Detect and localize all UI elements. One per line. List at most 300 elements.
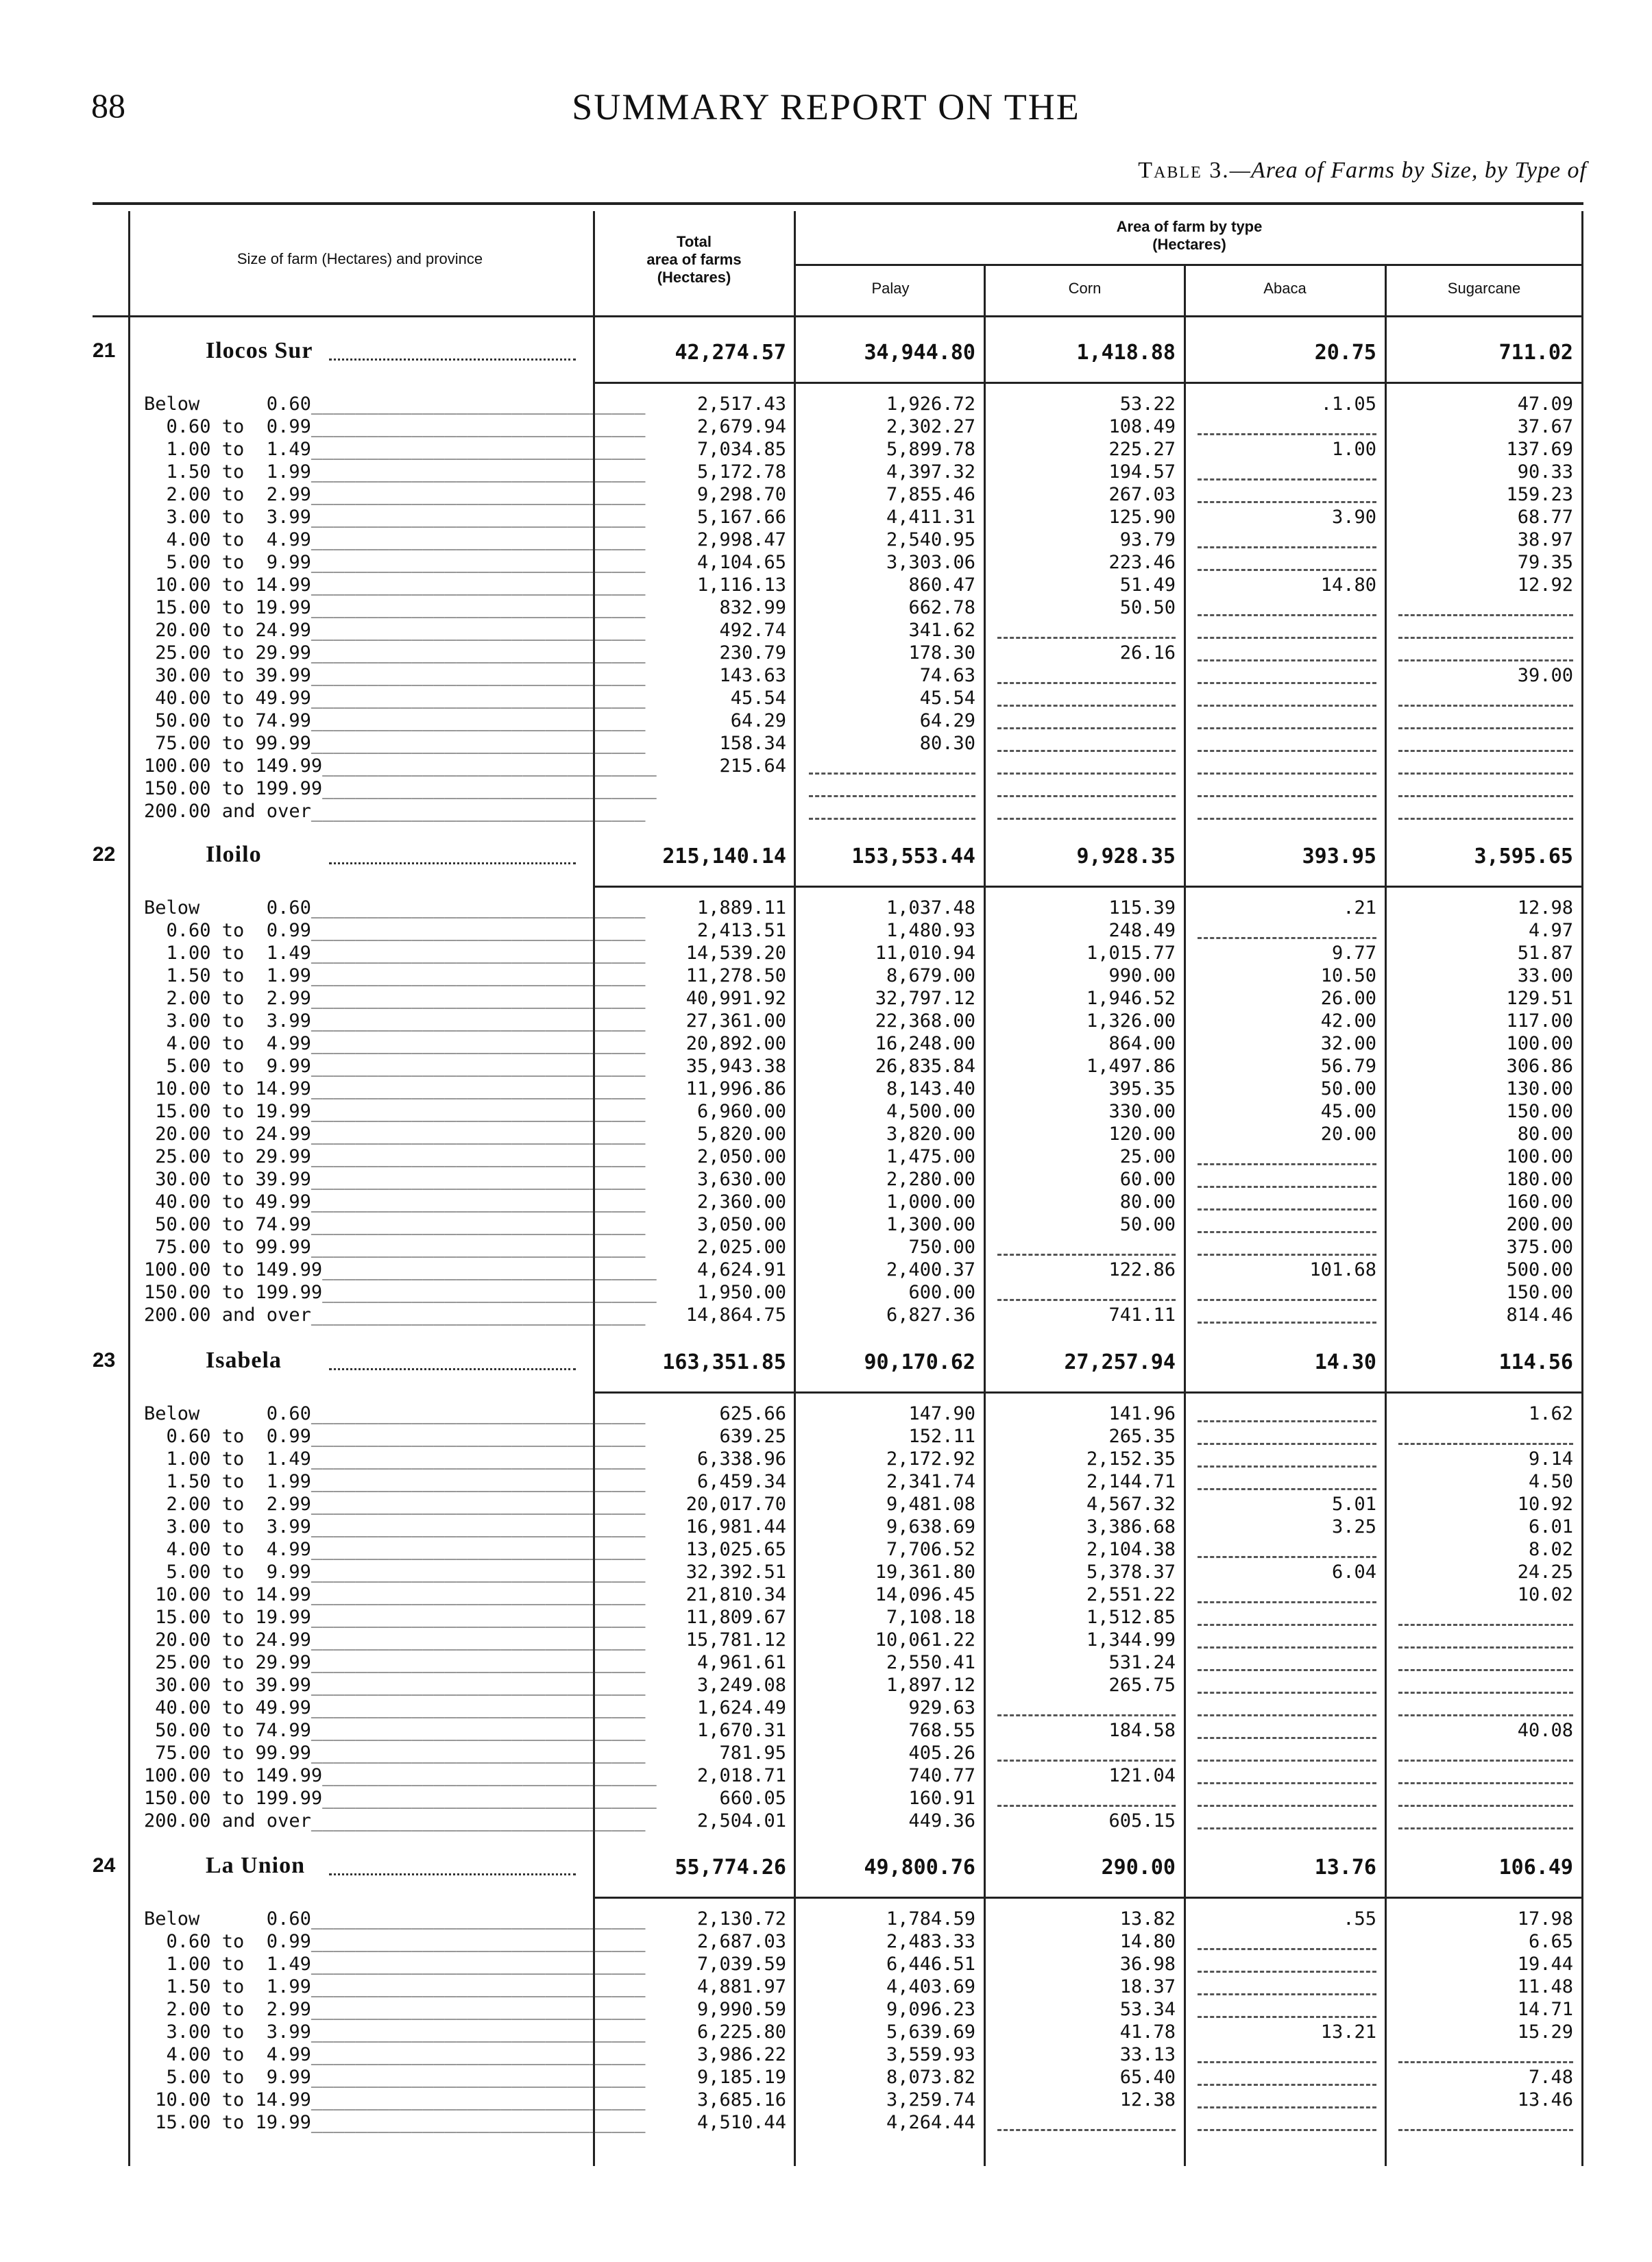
size-class-label [144, 461, 646, 483]
province-section [93, 339, 1583, 825]
cell-value: 2,360.00 [696, 1191, 786, 1213]
cell-value: 90.33 [1517, 461, 1573, 483]
cell-value: 3,820.00 [886, 1123, 975, 1145]
cell-value: 80.00 [1517, 1123, 1573, 1145]
cell-value: 6.04 [1331, 1561, 1376, 1583]
header-abaca: Abaca [1263, 280, 1307, 297]
cell-value: 1,326.00 [1086, 1010, 1176, 1032]
size-class-text: 1.50 to 1.99 [144, 1976, 311, 1997]
size-class-label [144, 2066, 646, 2089]
table-row [93, 1470, 1583, 1493]
size-class-text: 200.00 and over [144, 801, 311, 822]
size-class-label [144, 1696, 646, 1719]
empty-cell-dash [997, 637, 1176, 639]
empty-cell-dash [997, 1760, 1176, 1762]
empty-cell-dash [1198, 682, 1376, 684]
table-row [93, 2089, 1583, 2111]
cell-value: 781.95 [719, 1742, 786, 1764]
size-class-label [144, 574, 646, 596]
size-class-text: 1.50 to 1.99 [144, 1471, 311, 1492]
cell-value: 3,050.00 [696, 1214, 786, 1235]
size-class-text: 2.00 to 2.99 [144, 484, 311, 505]
table-row [93, 1258, 1583, 1281]
empty-cell-dash [1198, 1322, 1376, 1324]
empty-cell-dash [1198, 937, 1376, 939]
leader-dots: ______________________________ [311, 942, 646, 964]
cell-value: 1,015.77 [1086, 942, 1176, 964]
cell-value: 215.64 [719, 755, 786, 777]
cell-value: 3,559.93 [886, 2044, 975, 2065]
table-row [93, 1100, 1583, 1123]
table-row [93, 461, 1583, 483]
cell-value: 375.00 [1506, 1237, 1573, 1258]
empty-cell-dash [1198, 1714, 1376, 1716]
cell-value: 1,950.00 [696, 1282, 786, 1303]
leader-dots: ______________________________ [322, 1788, 657, 1809]
size-class-label [144, 619, 646, 642]
leader-dots [329, 1368, 576, 1370]
cell-value: 13.82 [1119, 1908, 1176, 1930]
cell-value: 4,961.61 [696, 1652, 786, 1673]
cell-value: 3,386.68 [1086, 1516, 1176, 1537]
province-total-value: 27,257.94 [1064, 1350, 1176, 1374]
cell-value: 6.65 [1528, 1931, 1573, 1952]
empty-cell-dash [809, 773, 975, 775]
section-rule [593, 382, 1583, 384]
leader-dots: ______________________________ [311, 1675, 646, 1696]
cell-value: 40,991.92 [685, 988, 786, 1009]
leader-dots: ______________________________ [311, 620, 646, 641]
cell-value: 6,225.80 [696, 2021, 786, 2043]
table-row [93, 1538, 1583, 1561]
cell-value: 53.22 [1119, 393, 1176, 415]
cell-value: 4,264.44 [886, 2112, 975, 2133]
size-class-label [144, 1583, 646, 1606]
cell-value: 184.58 [1108, 1720, 1176, 1741]
leader-dots: ______________________________ [311, 733, 646, 754]
leader-dots: ______________________________ [311, 416, 646, 437]
table-row [93, 1304, 1583, 1326]
size-class-label [144, 506, 646, 528]
size-class-label [144, 777, 657, 800]
size-class-text: 1.50 to 1.99 [144, 461, 311, 483]
cell-value: 2,341.74 [886, 1471, 975, 1492]
size-class-label [144, 1629, 646, 1651]
cell-value: 13,025.65 [685, 1539, 786, 1560]
size-class-label [144, 732, 646, 755]
cell-value: 16,981.44 [685, 1516, 786, 1537]
size-class-text: 30.00 to 39.99 [144, 665, 311, 686]
province-name: Isabela [206, 1348, 282, 1373]
empty-cell-dash [1198, 2061, 1376, 2063]
table-row [93, 987, 1583, 1010]
size-class-text: Below 0.60 [144, 1403, 311, 1424]
size-class-text: 4.00 to 4.99 [144, 2044, 311, 2065]
table-row [93, 1953, 1583, 1975]
leader-dots: ______________________________ [311, 642, 646, 664]
leader-dots [329, 862, 576, 864]
empty-cell-dash [1398, 1646, 1573, 1649]
leader-dots: ______________________________ [311, 897, 646, 919]
empty-cell-dash [1198, 1805, 1376, 1807]
size-class-label [144, 1953, 646, 1975]
province-name: Iloilo [206, 842, 262, 867]
size-class-text: 25.00 to 29.99 [144, 1652, 311, 1673]
table-row [93, 2043, 1583, 2066]
province-total-value: 3,595.65 [1474, 844, 1573, 868]
province-number: 22 [93, 843, 116, 866]
size-class-label [144, 438, 646, 461]
empty-cell-dash [1198, 1948, 1376, 1950]
cell-value: 14.71 [1517, 1999, 1573, 2020]
cell-value: 9,481.08 [886, 1494, 975, 1515]
cell-value: 39.00 [1517, 665, 1573, 686]
empty-cell-dash [1198, 750, 1376, 752]
header-palay: Palay [871, 280, 910, 297]
cell-value: .55 [1343, 1908, 1376, 1930]
size-class-text: 3.00 to 3.99 [144, 1010, 311, 1032]
empty-cell-dash [1198, 2129, 1376, 2131]
cell-value: 14.80 [1320, 574, 1376, 596]
leader-dots: ______________________________ [311, 1471, 646, 1492]
cell-value: 56.79 [1320, 1056, 1376, 1077]
empty-cell-dash [1198, 1488, 1376, 1490]
cell-value: 14,096.45 [875, 1584, 975, 1605]
leader-dots: ______________________________ [311, 710, 646, 731]
cell-value: 14,539.20 [685, 942, 786, 964]
table-row [93, 1561, 1583, 1583]
table-row [93, 528, 1583, 551]
leader-dots: ______________________________ [311, 1214, 646, 1235]
empty-cell-dash [1198, 1208, 1376, 1211]
province-total-value: 153,553.44 [851, 844, 975, 868]
cell-value: 750.00 [908, 1237, 975, 1258]
cell-value: 32.00 [1320, 1033, 1376, 1054]
cell-value: 100.00 [1506, 1146, 1573, 1167]
empty-cell-dash [1198, 2016, 1376, 2018]
empty-cell-dash [997, 818, 1176, 820]
table-row [93, 1787, 1583, 1810]
header-rule [93, 315, 1583, 317]
cell-value: 9,298.70 [696, 484, 786, 505]
leader-dots: ______________________________ [311, 529, 646, 550]
size-class-label [144, 987, 646, 1010]
empty-cell-dash [1398, 750, 1573, 752]
empty-cell-dash [1198, 1692, 1376, 1694]
size-class-label [144, 942, 646, 964]
cell-value: 405.26 [908, 1742, 975, 1764]
empty-cell-dash [997, 1714, 1176, 1716]
cell-value: 108.49 [1108, 416, 1176, 437]
leader-dots: ______________________________ [311, 1539, 646, 1560]
empty-cell-dash [1198, 659, 1376, 661]
farm-area-table [93, 199, 1583, 2166]
cell-value: 53.34 [1119, 1999, 1176, 2020]
empty-cell-dash [1398, 1692, 1573, 1694]
table-row [93, 1810, 1583, 1832]
size-class-label [144, 897, 646, 919]
size-class-label [144, 642, 646, 664]
cell-value: 26,835.84 [875, 1056, 975, 1077]
cell-value: 492.74 [719, 620, 786, 641]
empty-cell-dash [1198, 1299, 1376, 1301]
empty-cell-dash [1198, 2084, 1376, 2086]
cell-value: 130.00 [1506, 1078, 1573, 1099]
cell-value: 265.75 [1108, 1675, 1176, 1696]
empty-cell-dash [1198, 1420, 1376, 1422]
cell-value: 814.46 [1506, 1304, 1573, 1326]
header-total-2: area of farms [646, 251, 742, 268]
table-row [93, 1606, 1583, 1629]
empty-cell-dash [1398, 1805, 1573, 1807]
cell-value: 35,943.38 [685, 1056, 786, 1077]
size-class-text: 1.00 to 1.49 [144, 1448, 311, 1470]
cell-value: 51.87 [1517, 942, 1573, 964]
cell-value: 65.40 [1119, 2067, 1176, 2088]
size-class-label [144, 1908, 646, 1930]
size-class-label [144, 1975, 646, 1998]
table-row [93, 1055, 1583, 1078]
size-class-text: 0.60 to 0.99 [144, 1426, 311, 1447]
size-class-text: 20.00 to 24.99 [144, 1629, 311, 1651]
leader-dots: ______________________________ [311, 1976, 646, 1997]
cell-value: 50.00 [1320, 1078, 1376, 1099]
cell-value: 15.29 [1517, 2021, 1573, 2043]
leader-dots: ______________________________ [311, 1561, 646, 1583]
cell-value: 12.98 [1517, 897, 1573, 919]
cell-value: 330.00 [1108, 1101, 1176, 1122]
cell-value: 10.02 [1517, 1584, 1573, 1605]
size-class-label [144, 1258, 657, 1281]
cell-value: 122.86 [1108, 1259, 1176, 1280]
cell-value: 5,820.00 [696, 1123, 786, 1145]
table-row [93, 1078, 1583, 1100]
empty-cell-dash [997, 1254, 1176, 1256]
leader-dots: ______________________________ [311, 1494, 646, 1515]
province-total-value: 20.75 [1314, 341, 1376, 365]
cell-value: 741.11 [1108, 1304, 1176, 1326]
size-class-label [144, 1078, 646, 1100]
table-row [93, 755, 1583, 777]
cell-value: 152.11 [908, 1426, 975, 1447]
cell-value: 45.00 [1320, 1101, 1376, 1122]
cell-value: 1,926.72 [886, 393, 975, 415]
table-row [93, 1493, 1583, 1516]
size-class-text: 1.00 to 1.49 [144, 1954, 311, 1975]
table-row [93, 1032, 1583, 1055]
province-number: 23 [93, 1349, 116, 1372]
cell-value: 2,130.72 [696, 1908, 786, 1930]
cell-value: 40.08 [1517, 1720, 1573, 1741]
cell-value: .21 [1343, 897, 1376, 919]
cell-value: 80.30 [919, 733, 975, 754]
cell-value: 248.49 [1108, 920, 1176, 941]
cell-value: 19,361.80 [875, 1561, 975, 1583]
size-class-label [144, 483, 646, 506]
cell-value: 832.99 [719, 597, 786, 618]
cell-value: 500.00 [1506, 1259, 1573, 1280]
cell-value: 8,143.40 [886, 1078, 975, 1099]
province-number: 21 [93, 339, 116, 362]
empty-cell-dash [1198, 1737, 1376, 1739]
province-section [93, 1349, 1583, 1835]
size-class-label [144, 687, 646, 709]
table-row [93, 1123, 1583, 1145]
table-row [93, 1908, 1583, 1930]
empty-cell-dash [1398, 1443, 1573, 1445]
table-row [93, 942, 1583, 964]
leader-dots: ______________________________ [311, 597, 646, 618]
leader-dots: ______________________________ [311, 665, 646, 686]
size-class-label [144, 1145, 646, 1168]
table-label: Table 3. [1138, 158, 1230, 183]
table-caption [1138, 158, 1587, 184]
size-class-text: 50.00 to 74.99 [144, 710, 311, 731]
size-class-text: 20.00 to 24.99 [144, 1123, 311, 1145]
table-row [93, 1583, 1583, 1606]
cell-value: 600.00 [908, 1282, 975, 1303]
cell-value: 306.86 [1506, 1056, 1573, 1077]
cell-value: 341.62 [908, 620, 975, 641]
cell-value: 141.96 [1108, 1403, 1176, 1424]
cell-value: 79.35 [1517, 552, 1573, 573]
cell-value: 12.38 [1119, 2089, 1176, 2111]
cell-value: 159.23 [1506, 484, 1573, 505]
cell-value: 768.55 [908, 1720, 975, 1741]
leader-dots: ______________________________ [311, 1237, 646, 1258]
size-class-text: 200.00 and over [144, 1810, 311, 1832]
empty-cell-dash [997, 795, 1176, 797]
cell-value: 4,500.00 [886, 1101, 975, 1122]
cell-value: 860.47 [908, 574, 975, 596]
size-class-text: 100.00 to 149.99 [144, 755, 323, 777]
leader-dots: ______________________________ [311, 1931, 646, 1952]
size-class-label [144, 1651, 646, 1674]
cell-value: 990.00 [1108, 965, 1176, 986]
cell-value: 4.97 [1528, 920, 1573, 941]
cell-value: 11,996.86 [685, 1078, 786, 1099]
size-class-text: 200.00 and over [144, 1304, 311, 1326]
empty-cell-dash [1398, 795, 1573, 797]
empty-cell-dash [809, 795, 975, 797]
empty-cell-dash [1198, 1163, 1376, 1165]
cell-value: 50.50 [1119, 597, 1176, 618]
cell-value: 117.00 [1506, 1010, 1573, 1032]
empty-cell-dash [1398, 1827, 1573, 1829]
cell-value: 2,302.27 [886, 416, 975, 437]
cell-value: 80.00 [1119, 1191, 1176, 1213]
table-title: —Area of Farms by Size, by Type of [1229, 158, 1587, 183]
province-total-value: 1,418.88 [1076, 341, 1176, 365]
empty-cell-dash [1398, 1624, 1573, 1626]
size-class-text: 0.60 to 0.99 [144, 920, 311, 941]
empty-cell-dash [1398, 1760, 1573, 1762]
cell-value: 2,540.95 [886, 529, 975, 550]
size-class-text: 40.00 to 49.99 [144, 688, 311, 709]
empty-cell-dash [997, 727, 1176, 729]
cell-value: 20,017.70 [685, 1494, 786, 1515]
cell-value: 38.97 [1517, 529, 1573, 550]
empty-cell-dash [1198, 795, 1376, 797]
cell-value: 121.04 [1108, 1765, 1176, 1786]
leader-dots: ______________________________ [322, 1282, 657, 1303]
cell-value: 16,248.00 [875, 1033, 975, 1054]
leader-dots [329, 358, 576, 361]
cell-value: 150.00 [1506, 1282, 1573, 1303]
cell-value: 158.34 [719, 733, 786, 754]
cell-value: 6,827.36 [886, 1304, 975, 1326]
leader-dots: ______________________________ [311, 988, 646, 1009]
cell-value: 9,185.19 [696, 2067, 786, 2088]
leader-dots: ______________________________ [311, 461, 646, 483]
size-class-text: 2.00 to 2.99 [144, 1494, 311, 1515]
cell-value: 3,259.74 [886, 2089, 975, 2111]
cell-value: 9,096.23 [886, 1999, 975, 2020]
table-row [93, 732, 1583, 755]
empty-cell-dash [1198, 1466, 1376, 1468]
size-class-text: 20.00 to 24.99 [144, 620, 311, 641]
cell-value: 1.00 [1331, 439, 1376, 460]
size-class-label [144, 1764, 657, 1787]
leader-dots: ______________________________ [311, 965, 646, 986]
cell-value: 45.54 [730, 688, 786, 709]
cell-value: 194.57 [1108, 461, 1176, 483]
province-total-value: 114.56 [1498, 1350, 1573, 1374]
size-class-label [144, 1538, 646, 1561]
cell-value: 7,108.18 [886, 1607, 975, 1628]
cell-value: 3,630.00 [696, 1169, 786, 1190]
cell-value: 2,551.22 [1086, 1584, 1176, 1605]
size-class-label [144, 1100, 646, 1123]
cell-value: 5,167.66 [696, 507, 786, 528]
empty-cell-dash [1198, 727, 1376, 729]
size-class-text: 1.00 to 1.49 [144, 439, 311, 460]
cell-value: 7,706.52 [886, 1539, 975, 1560]
table-row [93, 1448, 1583, 1470]
cell-value: 14,864.75 [685, 1304, 786, 1326]
size-class-label [144, 1516, 646, 1538]
province-number: 24 [93, 1854, 116, 1877]
table-row [93, 1402, 1583, 1425]
size-class-text: 150.00 to 199.99 [144, 778, 323, 799]
size-class-label [144, 528, 646, 551]
empty-cell-dash [1198, 1624, 1376, 1626]
leader-dots: ______________________________ [311, 484, 646, 505]
size-class-label [144, 664, 646, 687]
cell-value: 864.00 [1108, 1033, 1176, 1054]
size-class-text: 0.60 to 0.99 [144, 416, 311, 437]
cell-value: 4,510.44 [696, 2112, 786, 2133]
cell-value: 4,403.69 [886, 1976, 975, 1997]
table-row [93, 2021, 1583, 2043]
empty-cell-dash [1198, 433, 1376, 435]
empty-cell-dash [1198, 1971, 1376, 1973]
size-class-label [144, 1032, 646, 1055]
size-class-text: Below 0.60 [144, 393, 311, 415]
size-class-label [144, 1123, 646, 1145]
cell-value: 265.35 [1108, 1426, 1176, 1447]
size-class-label [144, 1606, 646, 1629]
size-class-label [144, 1930, 646, 1953]
size-class-text: 5.00 to 9.99 [144, 552, 311, 573]
cell-value: 150.00 [1506, 1101, 1573, 1122]
size-class-text: 75.00 to 99.99 [144, 1742, 311, 1764]
table-row [93, 2111, 1583, 2134]
cell-value: 1,670.31 [696, 1720, 786, 1741]
cell-value: 6,960.00 [696, 1101, 786, 1122]
cell-value: 662.78 [908, 597, 975, 618]
cell-value: 180.00 [1506, 1169, 1573, 1190]
